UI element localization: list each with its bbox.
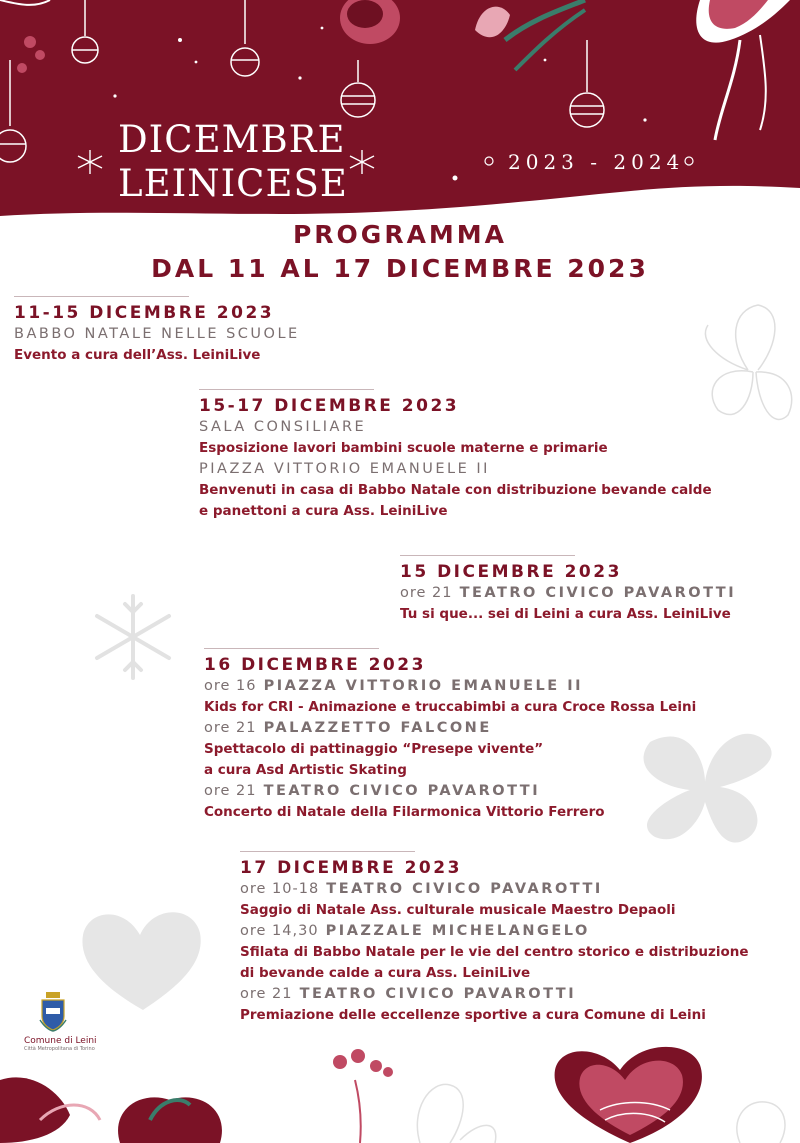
entry-description: Benvenuti in casa di Babbo Natale con distribuzione bevande calde	[199, 482, 712, 498]
entry-description: a cura Asd Artistic Skating	[204, 762, 407, 778]
section-date: 11-15 DICEMBRE 2023	[14, 303, 275, 323]
title-line-1: DICEMBRE	[118, 118, 346, 161]
entry-place: PIAZZA VITTORIO EMANUELE II	[199, 461, 490, 477]
flower-outline-icon	[698, 300, 800, 440]
section-date: 17 DICEMBRE 2023	[240, 858, 462, 878]
entry-description: Kids for CRI - Animazione e truccabimbi a cura Croce Rossa Leini	[204, 699, 697, 715]
snowflake-icon	[92, 592, 174, 682]
divider	[400, 555, 575, 556]
entry-description: Spettacolo di pattinaggio “Presepe vivente”	[204, 741, 544, 757]
programma-title: PROGRAMMA	[292, 220, 508, 249]
flower-icon	[0, 1077, 222, 1143]
section-15-17	[199, 389, 712, 522]
section-17	[240, 851, 749, 1026]
flower-outline-icon	[417, 1084, 495, 1143]
section-date: 15-17 DICEMBRE 2023	[199, 396, 460, 416]
entry-description: di bevande calde a cura Ass. LeiniLive	[240, 965, 531, 981]
entry-place: ore 16 PIAZZA VITTORIO EMANUELE II	[204, 678, 583, 694]
divider	[199, 389, 374, 390]
logo-name: Comune di Leini	[24, 1036, 97, 1046]
entry-place: BABBO NATALE NELLE SCUOLE	[14, 326, 300, 342]
entry-place: ore 21 TEATRO CIVICO PAVAROTTI	[240, 986, 577, 1002]
entry-description: Sfilata di Babbo Natale per le vie del centro storico e distribuzione	[240, 944, 749, 960]
entry-place: ore 10-18 TEATRO CIVICO PAVAROTTI	[240, 881, 603, 897]
divider	[240, 851, 415, 852]
programma-dates: DAL 11 AL 17 DICEMBRE 2023	[151, 254, 649, 283]
flower-outline-icon	[737, 1102, 785, 1143]
entry-place: ore 14,30 PIAZZALE MICHELANGELO	[240, 923, 590, 939]
main-title	[118, 118, 348, 206]
years-label: 2023 - 2024	[508, 150, 685, 174]
entry-place: ore 21 PALAZZETTO FALCONE	[204, 720, 492, 736]
entry-place: SALA CONSILIARE	[199, 419, 367, 435]
footer-decoration	[0, 1040, 800, 1143]
divider	[204, 648, 379, 649]
entry-description: Concerto di Natale della Filarmonica Vittorio Ferrero	[204, 804, 605, 820]
heart-icon	[78, 905, 208, 1015]
section-date: 16 DICEMBRE 2023	[204, 655, 426, 675]
coat-of-arms-icon	[38, 990, 68, 1032]
logo-subtitle: Città Metropolitana di Torino	[24, 1046, 95, 1052]
entry-description: Tu si que... sei di Leini a cura Ass. LeiniLive	[400, 606, 731, 622]
entry-description: Premiazione delle eccellenze sportive a cura Comune di Leini	[240, 1007, 706, 1023]
section-15	[400, 555, 736, 625]
title-line-2: LEINICESE	[118, 162, 348, 205]
section-11-15	[14, 296, 300, 366]
section-16	[204, 648, 696, 823]
entry-description: Esposizione lavori bambini scuole materne e primarie	[199, 440, 608, 456]
entry-description: Saggio di Natale Ass. culturale musicale Maestro Depaoli	[240, 902, 676, 918]
berries-icon	[333, 1049, 393, 1143]
entry-place: ore 21 TEATRO CIVICO PAVAROTTI	[204, 783, 541, 799]
entry-description: Evento a cura dell’Ass. LeiniLive	[14, 347, 261, 363]
entry-place: ore 21 TEATRO CIVICO PAVAROTTI	[400, 585, 737, 601]
entry-description: e panettoni a cura Ass. LeiniLive	[199, 503, 448, 519]
section-date: 15 DICEMBRE 2023	[400, 562, 622, 582]
divider	[14, 296, 189, 297]
comune-logo	[24, 990, 97, 1052]
header-banner	[0, 0, 800, 225]
heart-icon	[555, 1047, 702, 1143]
